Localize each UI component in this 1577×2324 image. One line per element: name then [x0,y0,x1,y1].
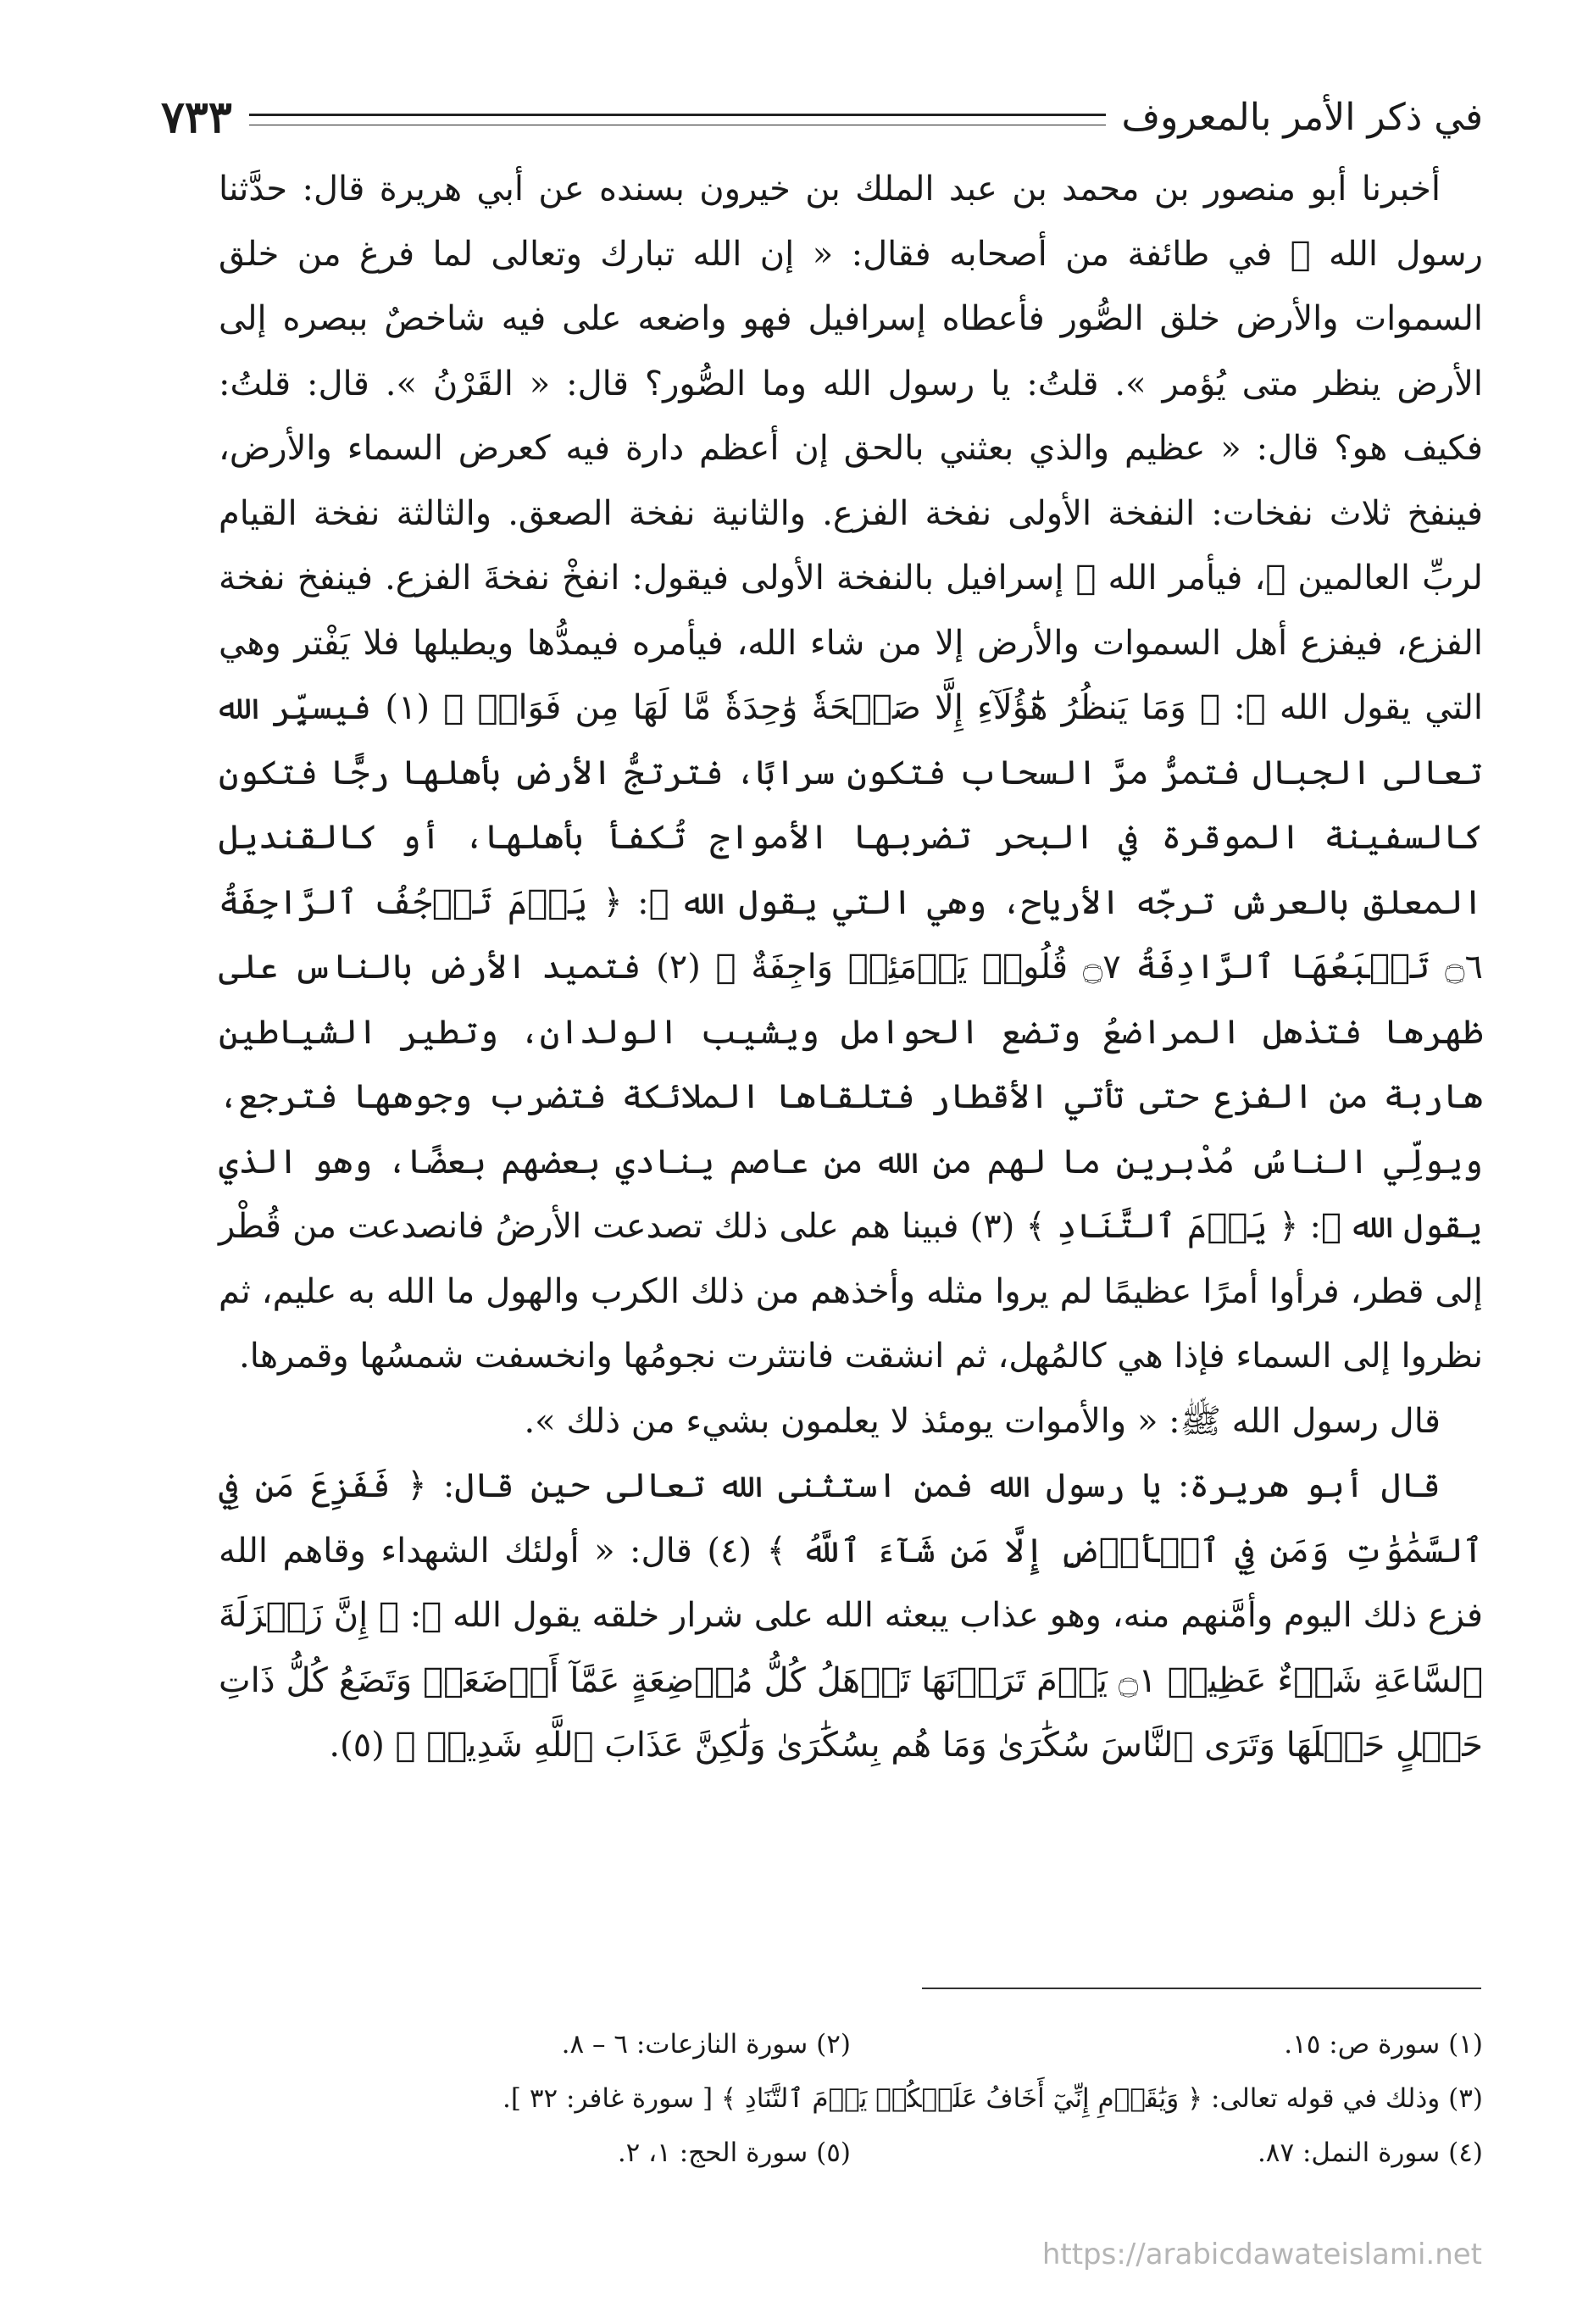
footnote-1: (١) سورة ص: ١٥. [1284,2029,1483,2060]
page-number: ٧٣٣ [161,91,232,143]
footnote-row-1 [219,2017,1483,2071]
running-title: في ذكر الأمر بالمعروف [1121,95,1483,139]
paragraph-2: قال رسول الله ﷺ: « والأموات يومئذ لا يعلمون بشيء من ذلك ». [524,1401,1441,1441]
footnote-2: (٢) سورة النازعات: ٦ – ٨. [561,2029,851,2060]
footnotes [219,2017,1483,2180]
paragraph-1: أخبرنا أبو منصور بن محمد بن عبد الملك بن خيرون بسنده عن أبي هريرة قال: حدَّثنا رسول الله ﷺ في طائفة من أصحابه فقال: « إن الله تبارك وتعالى لما فرغ من خلق السموات والأرض خلق الصُّور فأعطاه إسرافيل فهو واضعه على فيه شاخصٌ ببصره إلى الأرض ينظر متى يُؤمر ». قلتُ: يا رسول الله وما الصُّور؟ قال: « القَرْنُ ». قال: قلتُ: فكيف هو؟ قال: « عظيم والذي بعثني بالحق إن أعظم دارة فيه كعرض السماء والأرض، فينفخ ثلاث نفخات: النفخة الأولى نفخة الفزع. والثانية نفخة الصعق. والثالثة نفخة القيام لربِّ العالمين ﷻ، فيأمر الله ﷻ إسرافيل بالنفخة الأولى فيقول: انفخْ نفخةَ الفزع. فينفخ نفخة الفزع، فيفزع أهل السموات والأرض إلا من شاء الله، فيأمره فيمدُّها ويطيلها فلا يَفْتر وهي التي يقول الله ﷻ: ﴿ وَمَا يَنظُرُ هَٰٓؤُلَآءِ إِلَّا صَيۡحَةٗ وَٰحِدَةٗ مَّا لَهَا مِن فَوَاقٖ ﴾ (١) فيسيِّر الله تعالى الجبال فتمرُّ مرَّ السحاب فتكون سرابًا، فترتجُّ الأرض بأهلها رجًّا فتكون كالسفينة الموقرة في البحر تضربها الأمواج تُكفأ بأهلها، أو كالقنديل المعلق بالعرش ترجّه الأرياح، وهي التي يقول الله ﷻ: ﴿ يَوۡمَ تَرۡجُفُ ٱلرَّاجِفَةُ ۝٦ تَتۡبَعُهَا ٱلرَّادِفَةُ ۝٧ قُلُوبٞ يَوۡمَئِذٖ وَاجِفَةٌ ﴾ (٢) فتميد الأرض بالناس على ظهرها فتذهل المراضعُ وتضع الحوامل ويشيب الولدان، وتطير الشياطين هاربة من الفزع حتى تأتي الأقطار فتلقاها الملائكة فتضرب وجوهها فترجع، ويولِّي الناسُ مُدْبرين ما لهم من الله من عاصم ينادي بعضهم بعضًا، وهو الذي يقول الله ﷻ: ﴿ يَوۡمَ ٱلتَّنَادِ ﴾ (٣) فبينا هم على ذلك تصدعت الأرضُ فانصدعت من قُطْر إلى قطر، فرأوا أمرًا عظيمًا لم يروا مثله وأخذهم من ذلك الكرب والهول ما الله به عليم، ثم نظروا إلى السماء فإذا هي كالمُهل، ثم انشقت فانتثرت نجومُها وانخسفت شمسُها وقمرها. [219,170,1484,1376]
watermark-url: https://arabicdawateislami.net [1041,2238,1482,2271]
footnote-separator [922,1988,1481,1989]
footnote-5: (٥) سورة الحج: ١، ٢. [617,2138,851,2168]
footnote-3: (٣) وذلك في قوله تعالى: ﴿ وَيَٰقَوۡمِ إِنِّيٓ أَخَافُ عَلَيۡكُمۡ يَوۡمَ ٱلتَّنَادِ ﴾ [ سورة غافر: ٣٢ ]. [503,2083,1483,2114]
page-header [161,92,1483,142]
paragraph-3: قال أبو هريرة: يا رسول الله فمن استثنى الله تعالى حين قال: ﴿ فَفَزِعَ مَن فِي ٱلسَّمَٰوَٰتِ وَمَن فِي ٱلۡأَرۡضِ إِلَّا مَن شَآءَ ٱللَّهُ ﴾ (٤) قال: « أولئك الشهداء وقاهم الله فزع ذلك اليوم وأمَّنهم منه، وهو عذاب يبعثه الله على شرار خلقه يقول الله ﷻ: ﴿ إِنَّ زَلۡزَلَةَ ٱلسَّاعَةِ شَيۡءٌ عَظِيمٞ ۝١ يَوۡمَ تَرَوۡنَهَا تَذۡهَلُ كُلُّ مُرۡضِعَةٍ عَمَّآ أَرۡضَعَتۡ وَتَضَعُ كُلُّ ذَاتِ حَمۡلٍ حَمۡلَهَا وَتَرَى ٱلنَّاسَ سُكَٰرَىٰ وَمَا هُم بِسُكَٰرَىٰ وَلَٰكِنَّ عَذَابَ ٱللَّهِ شَدِيدٞ ﴾ (٥). [219,1466,1484,1765]
footnote-4: (٤) سورة النمل: ٨٧. [1257,2138,1483,2168]
main-text [219,157,1483,1778]
header-rule [249,114,1107,125]
footnote-row-2 [219,2126,1483,2180]
